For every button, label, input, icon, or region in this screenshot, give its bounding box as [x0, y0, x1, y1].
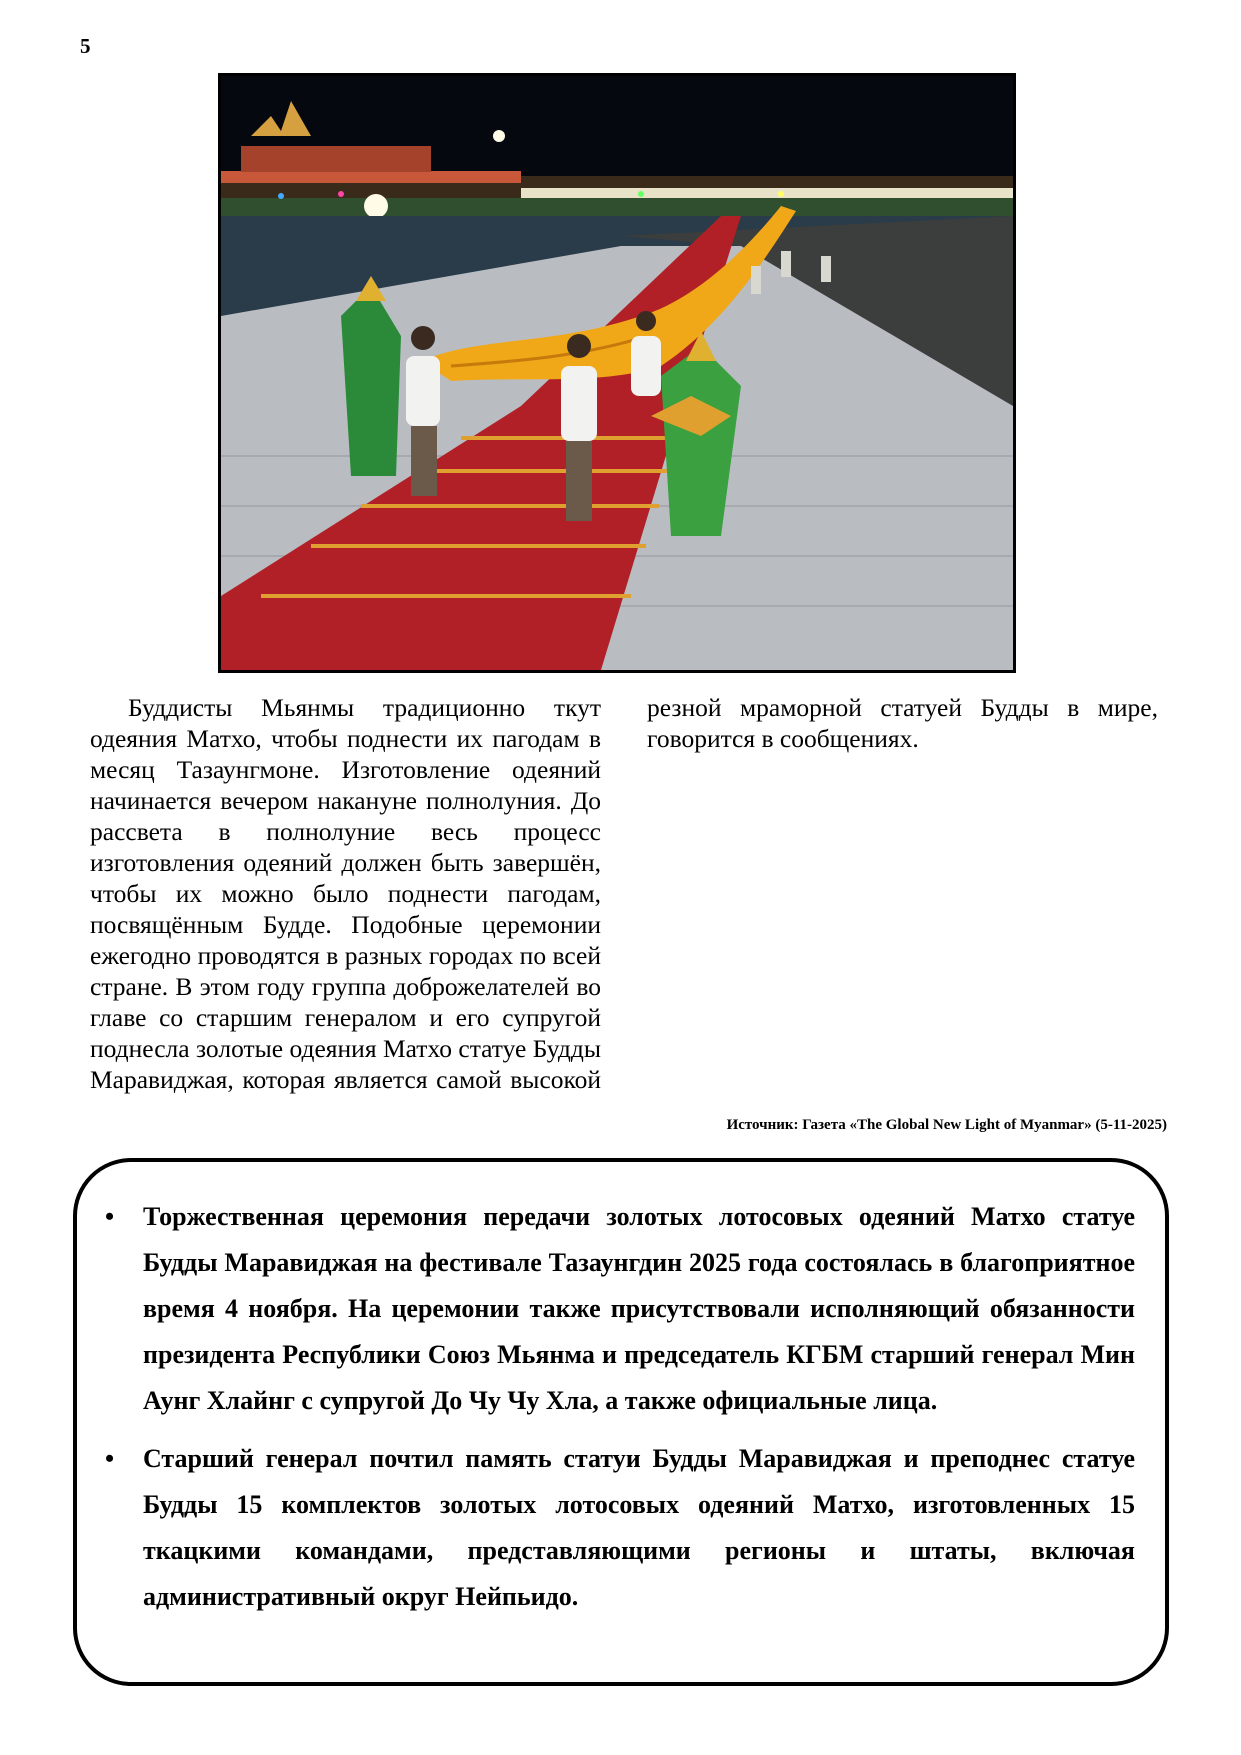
- page-number: 5: [80, 34, 91, 58]
- source-credit: Источник: Газета «The Global New Light of Myanmar» (5-11-2025): [726, 1117, 1167, 1133]
- summary-bullet-text: Торжественная церемония передачи золотых лотосовых одеяний Матхо статуе Будды Маравиджая на фестивале Тазаунгдин 2025 года состоялась в благоприятное время 4 ноября. На церемонии также присутствовали исполняющий обязанности президента Республики Союз Мьянма и председатель КГБМ старший генерал Мин Аунг Хлайнг с супругой До Чу Чу Хла, а также официальные лица.: [143, 1202, 1135, 1415]
- photo-procession-icon: [221, 76, 1013, 670]
- article-paragraph: Буддисты Мьянмы традиционно ткут одеяния Матхо, чтобы поднести их пагодам в месяц Тазаунгмоне. Изготовление одеяний начинается вечером накануне полнолуния. До рассвета в полнолуние весь процесс изготовления одеяний должен быть завершён, чтобы их можно было поднести пагодам, посвящённым Будде. Подобные церемонии ежегодно проводятся в разных городах по всей стране. В этом году группа доброжелателей во главе со старшим генералом и его супругой поднесла золотые одеяния Матхо статуе Будды Маравиджая, которая является самой высокой резной мраморной статуей Будды в мире, говорится в сообщениях.: [90, 693, 1158, 1094]
- summary-bullet-text: Старший генерал почтил память статуи Будды Маравиджая и преподнес статуе Будды 15 комплектов золотых лотосовых одеяний Матхо, изготовленных 15 ткацкими командами, представляющими регионы и штаты, включая административный округ Нейпьидо.: [143, 1444, 1135, 1611]
- bullet-icon: •: [105, 1444, 115, 1473]
- procession-photo: [218, 73, 1016, 673]
- article-text: [90, 692, 1158, 1132]
- summary-bullet: [105, 1194, 1135, 1424]
- summary-box: [73, 1158, 1169, 1686]
- summary-bullet: [105, 1436, 1135, 1620]
- summary-list: [77, 1194, 1165, 1632]
- bullet-icon: •: [105, 1202, 115, 1231]
